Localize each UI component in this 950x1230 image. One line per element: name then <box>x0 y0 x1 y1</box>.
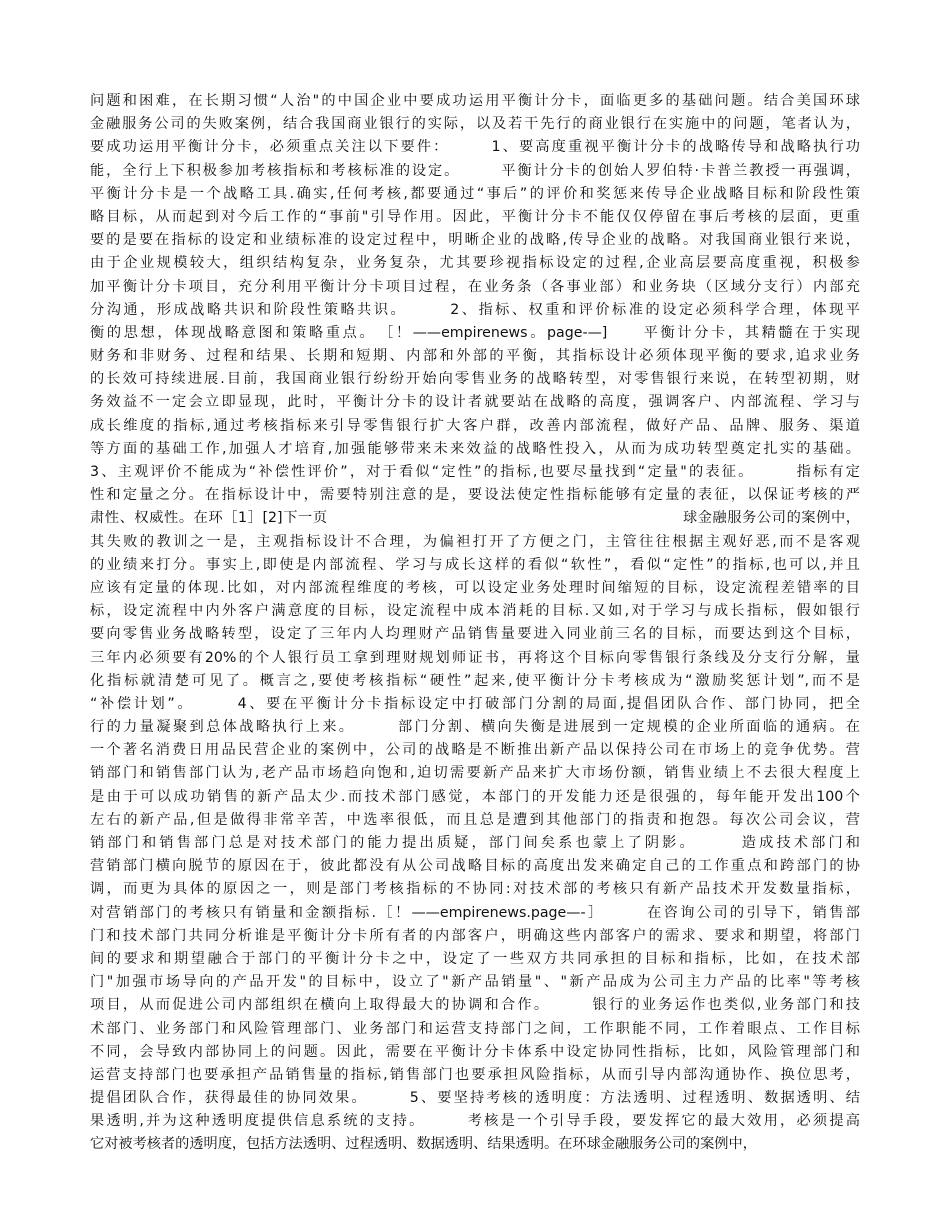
text-line: 对营销部门的考核只有销量和金额指标.［！——empirenews.page—-］ 在咨询公司的引导下，销售部 <box>90 904 860 921</box>
text-line: 能，全行上下积极参加考核指标和考核标准的设定。 平衡计分卡的创始人罗伯特·卡普兰教授一再强调， <box>90 162 860 179</box>
text-line: 调，而更为具体的原因之一，则是部门考核指标的不协同:对技术部的考核只有新产品技术开发数量指标， <box>90 881 860 898</box>
text-line: 左右的新产品,但是做得非常辛苦，中选率很低，而且总是遭到其他部门的指责和抱怨。每次公司会议，营 <box>90 811 860 828</box>
text-line: 衡的思想，体现战略意图和策略重点。 ［！——empirenews。page-—] 平衡计分卡，其精髓在于实现 <box>90 324 860 341</box>
text-line: 销部门和销售部门总是对技术部门的能力提出质疑，部门间矣系也蒙上了阴影。 造成技术部门和 <box>90 835 860 851</box>
text-line: 项目，从而促进公司内部组织在横向上取得最大的协调和合作。 银行的业务运作也类似,业务部门和技 <box>90 997 860 1014</box>
text-line: 标，设定流程中内外客户满意度的目标，设定流程中成本消耗的目标.又如,对于学习与成长指标，假如银行 <box>90 603 860 620</box>
text-line: 的业绩来打分。事实上,即使是内部流程、学习与成长这样的看似“软性”，看似“定性”的指标,也可以,并且 <box>90 556 860 573</box>
text-line: 运营支持部门也要承担产品销售量的指标,销售部门也要承担风险指标，从而引导内部沟通协作、换位思考， <box>90 1066 860 1083</box>
text-line: 性和定量之分。在指标设计中，需要特别注意的是，要设法使定性指标能够有定量的表征，以保证考核的严 <box>90 487 860 504</box>
text-line: 营销部门横向脱节的原因在于，彼此都没有从公司战略目标的高度出发来确定自己的工作重点和跨部门的协 <box>90 858 860 875</box>
text-line: 金融服务公司的失败案例，结合我国商业银行的实际，以及若干先行的商业银行在实施中的问题，笔者认为， <box>90 116 860 133</box>
text-line: 3、主观评价不能成为“补偿性评价”，对于看似“定性”的指标,也要尽量找到“定量"的表征。 指标有定 <box>90 464 860 480</box>
text-line: 一个著名消费日用品民营企业的案例中，公司的战略是不断推出新产品以保持公司在市场上的竞争优势。营 <box>90 742 860 759</box>
text-line: 行的力量凝聚到总体战略执行上来。 部门分割、横向失衡是进展到一定规模的企业所面临的通病。在 <box>90 719 860 736</box>
text-line: 间的要求和期望融合于部门的平衡计分卡之中，设定了一些双方共同承担的目标和指标，比如，在技术部 <box>90 950 860 967</box>
text-line: 应该有定量的体现.比如，对内部流程维度的考核，可以设定业务处理时间缩短的目标，设定流程差错率的目 <box>90 579 860 596</box>
text-line: 门"加强市场导向的产品开发"的目标中，设立了"新产品销量"、"新产品成为公司主力产品的比率"等考核 <box>90 974 860 991</box>
text-line: “补偿计划”。 4、要在平衡计分卡指标设定中打破部门分割的局面,提倡团队合作、部门协同，把全 <box>90 695 860 712</box>
text-line: 的长效可持续进展.目前，我国商业银行纷纷开始向零售业务的战略转型，对零售银行来说，在转型初期，财 <box>90 371 860 388</box>
text-line: 成长维度的指标,通过考核指标来引导零售银行扩大客户群，改善内部流程，做好产品、品牌、服务、渠道 <box>90 417 860 434</box>
text-line: 肃性、权威性。在环［1］[2]下一页 球金融服务公司的案例中， <box>90 510 860 527</box>
text-line: 分沟通，形成战略共识和阶段性策略共识。 2、指标、权重和评价标准的设定必须科学合理，体现平 <box>90 301 860 318</box>
text-line: 不同，会导致内部协同上的问题。因此，需要在平衡计分卡体系中设定协同性指标，比如，风险管理部门和 <box>90 1043 860 1060</box>
text-line: 门和技术部门共同分析谁是平衡计分卡所有者的内部客户，明确这些内部客户的需求、要求和期望，将部门 <box>90 927 860 944</box>
text-line: 由于企业规模较大，组织结构复杂，业务复杂，尤其要珍视指标设定的过程,企业高层要高度重视，积极参 <box>90 255 860 272</box>
text-line: 要的是要在指标的设定和业绩标准的设定过程中，明晰企业的战略,传导企业的战略。对我国商业银行来说， <box>90 232 860 249</box>
text-line: 销部门和销售部门认为,老产品市场趋向饱和,迫切需要新产品来扩大市场份额，销售业绩上不去很大程度上 <box>90 765 860 782</box>
text-line: 是由于可以成功销售的新产品太少.而技术部门感觉，本部门的开发能力还是很强的，每年能开发出100个 <box>90 788 860 805</box>
text-line: 财务和非财务、过程和结果、长期和短期、内部和外部的平衡，其指标设计必须体现平衡的要求,追求业务 <box>90 348 860 365</box>
text-line: 问题和困难，在长期习惯“人治"的中国企业中要成功运用平衡计分卡，面临更多的基础问题。结合美国环球 <box>90 93 860 109</box>
text-line: 其失败的教训之一是，主观指标设计不合理，为偏袒打开了方便之门，主管往往根据主观好恶,而不是客观 <box>90 533 860 550</box>
text-line: 三年内必须要有20%的个人银行员工拿到理财规划师证书，再将这个目标向零售银行条线及分支行分解，量 <box>90 649 860 666</box>
text-line: 务效益不一定会立即显现，此时，平衡计分卡的设计者就要站在战略的高度，强调客户、内部流程、学习与 <box>90 394 860 411</box>
text-line: 化指标就清楚可见了。概言之,要使考核指标“硬性”起来,使平衡计分卡考核成为“激励奖惩计划”,而不是 <box>90 672 860 689</box>
text-line: 等方面的基础工作,加强人才培育,加强能够带来未来效益的战略性投入，从而为成功转型奠定扎实的基础。 <box>90 440 860 457</box>
document-body <box>90 90 860 1157</box>
text-line: 加平衡计分卡项目，充分利用平衡计分卡项目过程，在业务条（各事业部）和业务块（区域分支行）内部充 <box>90 278 860 295</box>
text-line: 要成功运用平衡计分卡，必须重点关注以下要件： 1、要高度重视平衡计分卡的战略传导和战略执行功 <box>90 139 860 156</box>
text-line: 平衡计分卡是一个战略工具.确实,任何考核,都要通过“事后”的评价和奖惩来传导企业战略目标和阶段性策 <box>90 185 860 202</box>
text-line: 术部门、业务部门和风险管理部门、业务部门和运营支持部门之间，工作职能不同，工作着眼点、工作目标 <box>90 1020 860 1037</box>
text-line: 提倡团队合作，获得最佳的协同效果。 5、要坚持考核的透明度：方法透明、过程透明、数据透明、结 <box>90 1090 860 1107</box>
text-line: 它对被考核者的透明度，包括方法透明、过程透明、数据透明、结果透明。在环球金融服务公司的案例中， <box>90 1136 757 1153</box>
text-line: 果透明,并为这种透明度提供信息系统的支持。 考核是一个引导手段，要发挥它的最大效用，必须提高 <box>90 1113 860 1130</box>
text-line: 略目标，从而起到对今后工作的“事前"引导作用。因此，平衡计分卡不能仅仅停留在事后考核的层面，更重 <box>90 208 860 225</box>
text-line: 要向零售业务战略转型，设定了三年内人均理财产品销售量要进入同业前三名的目标，而要达到这个目标， <box>90 626 860 643</box>
